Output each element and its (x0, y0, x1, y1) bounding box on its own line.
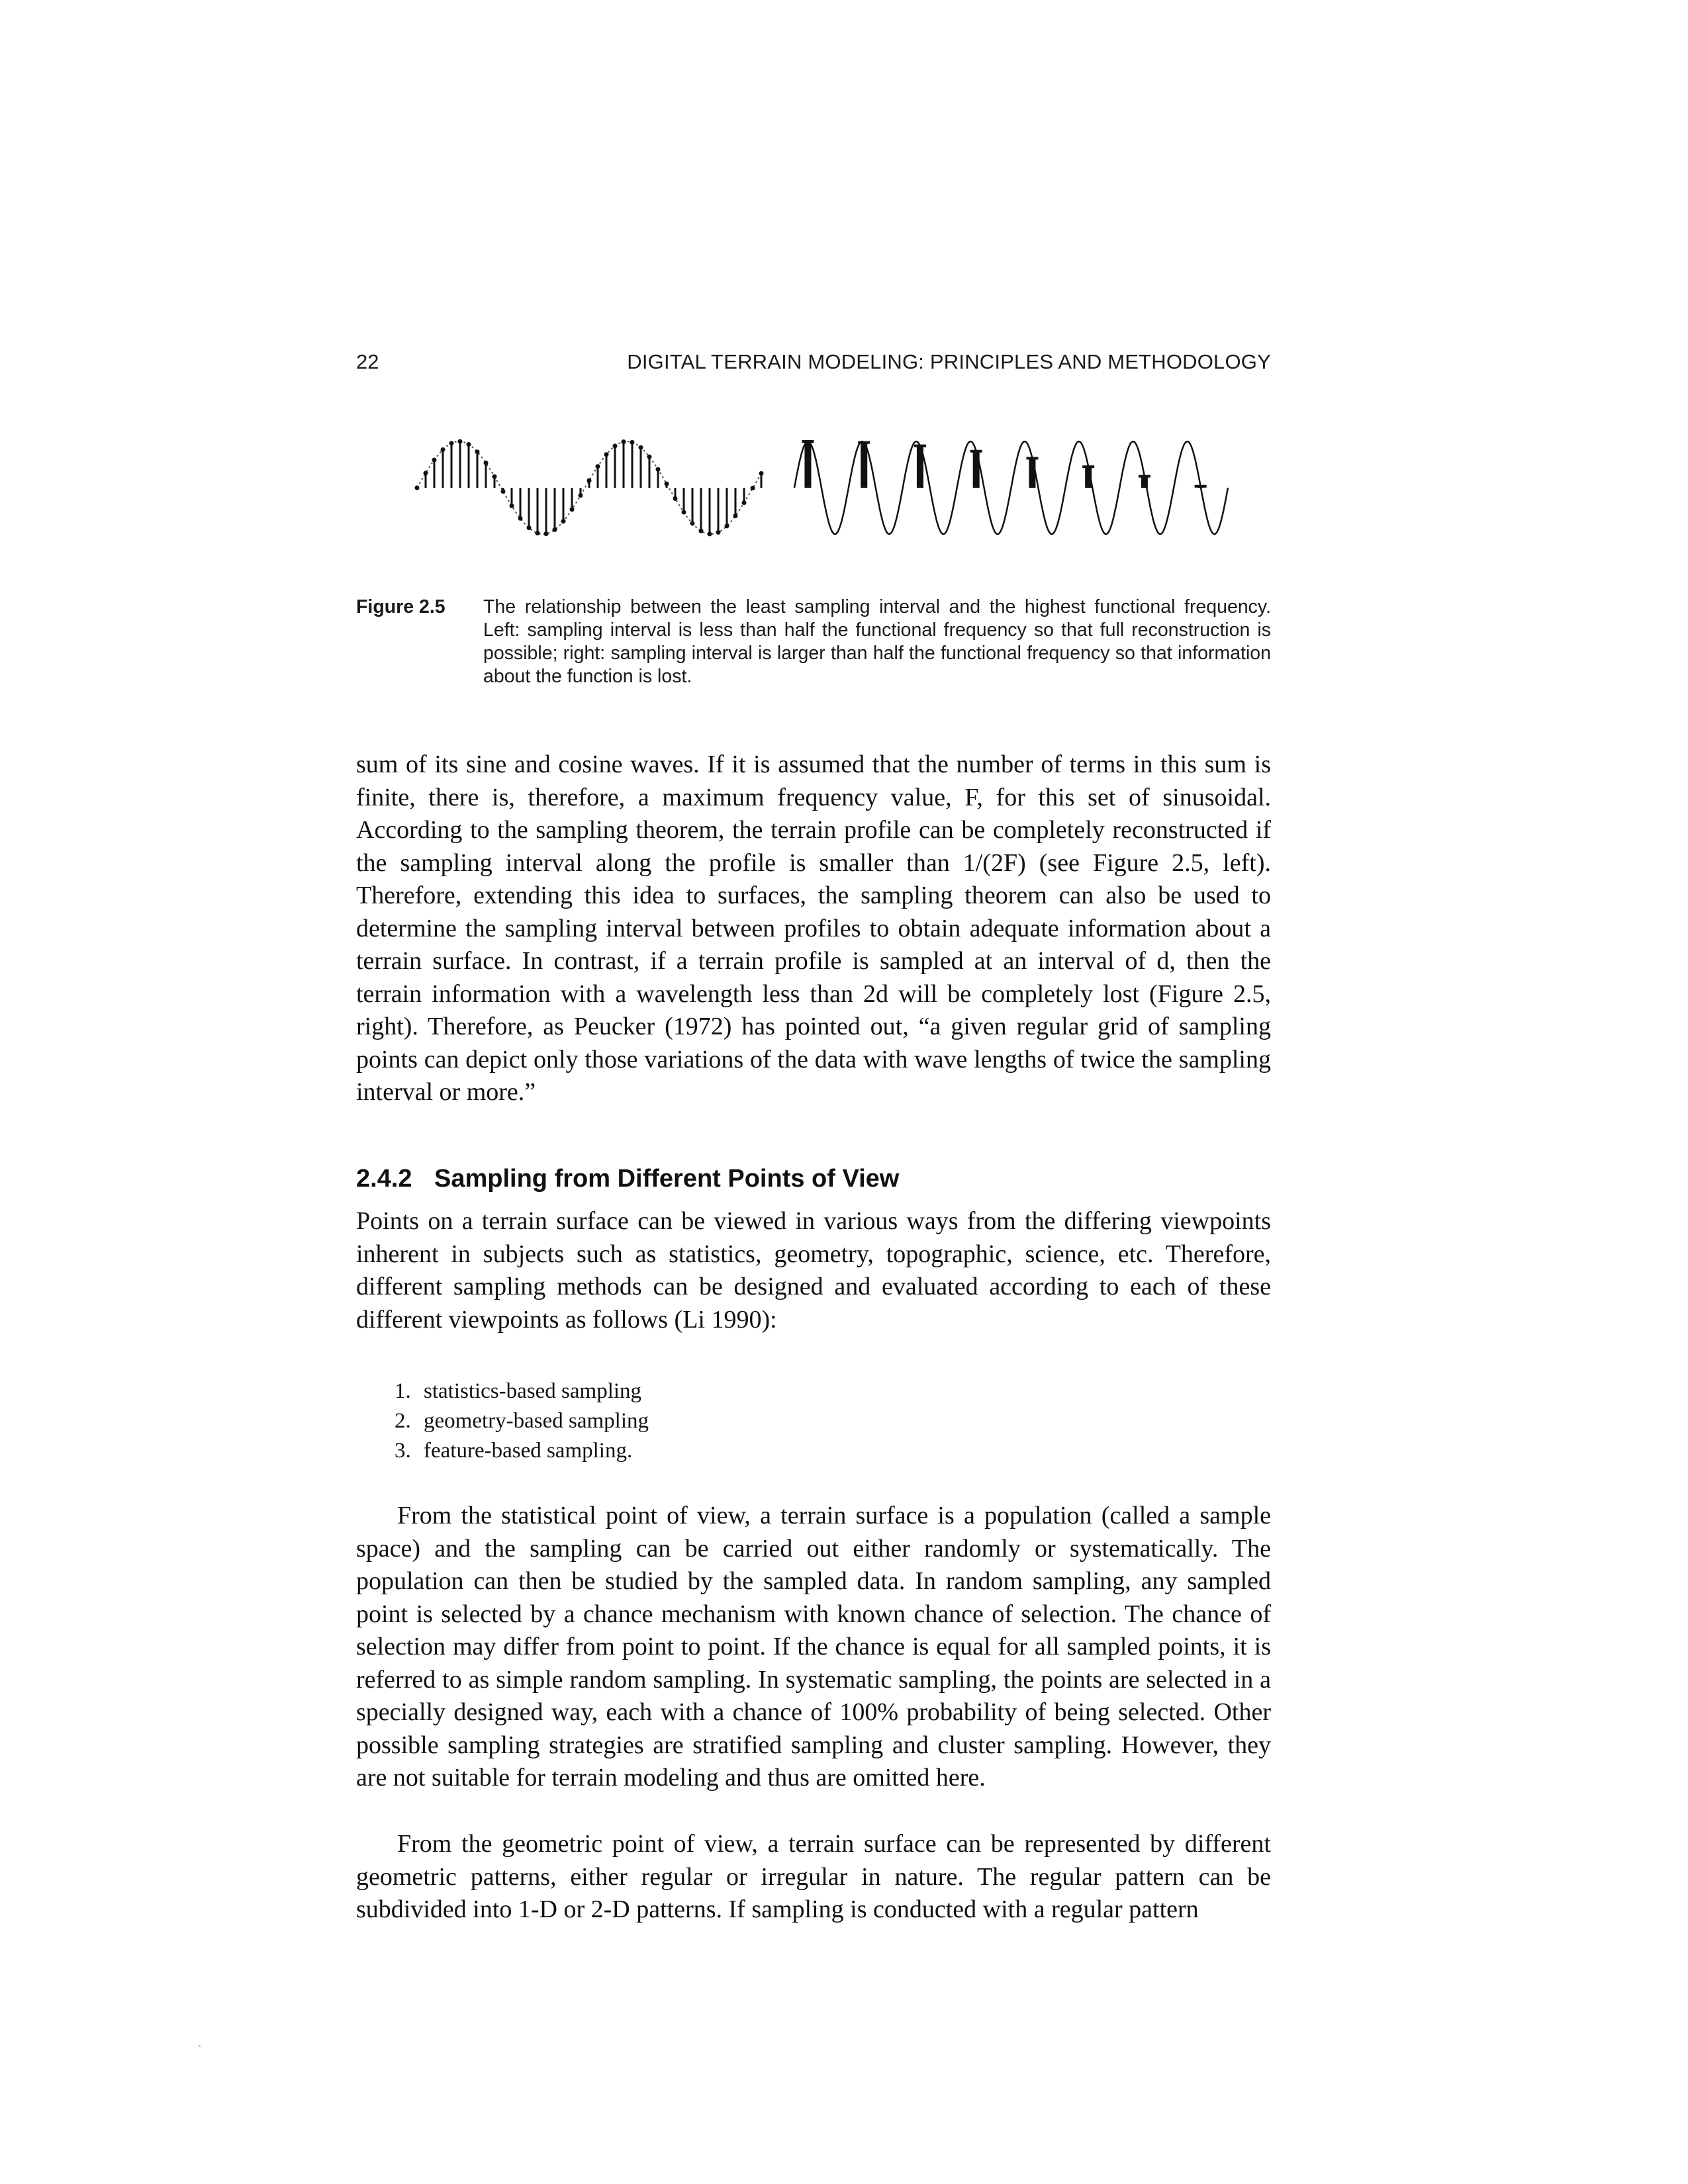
left-sample-point (716, 530, 721, 535)
section-heading (356, 1165, 1271, 1193)
list-item (395, 1377, 1255, 1406)
left-sample-point (630, 440, 635, 445)
page-number: 22 (356, 350, 379, 373)
running-head (356, 347, 1271, 381)
section-number: 2.4.2 (356, 1165, 412, 1193)
paragraph-2 (356, 1205, 1271, 1336)
left-sample-point (622, 439, 626, 444)
left-sample-point (708, 531, 712, 536)
left-sample-point (673, 496, 678, 501)
right-sample-bar (861, 443, 867, 488)
right-sample-bar (1141, 477, 1148, 488)
left-sample-point (604, 452, 609, 457)
left-sample-point (725, 523, 729, 528)
left-sample-point (690, 521, 695, 525)
list-item-text: feature-based sampling. (424, 1439, 633, 1463)
left-sample-point (751, 486, 755, 490)
list-item (395, 1406, 1255, 1436)
left-sample-point (467, 442, 471, 447)
paragraph-3-text: From the statistical point of view, a terrain surface is a population (called a sample space) and the sampling can be carried out either randomly or systematically. The population can then be studied by the sampled data. In random sampling, any sampled point is selected by a chance mechanism with known chance of selection. The chance of selection may differ from point to point. If the chance is equal for all sampled points, it is referred to as simple random sampling. In systematic sampling, the points are selected in a specially designed way, each with a chance of 100% probability of being selected. Other possible sampling strategies are stratified sampling and cluster sampling. However, they are not suitable for terrain modeling and thus are omitted here. (356, 1502, 1271, 1792)
left-sample-point (432, 457, 437, 462)
left-sample-point (484, 461, 489, 465)
paragraph-2-text: Points on a terrain surface can be viewed in various ways from the differing viewpoints inherent in subjects such as statistics, geometry, topographic, science, etc. Therefore, different sampling methods can be designed and evaluated according to each of these different viewpoints as follows (Li 1990): (356, 1207, 1271, 1334)
right-sample-bar (1085, 467, 1092, 488)
paragraph-4 (356, 1828, 1271, 1927)
left-sample-point (579, 493, 583, 498)
list-item-number: 1. (395, 1379, 411, 1403)
right-sample-bar (804, 441, 811, 488)
list-item (395, 1436, 1255, 1466)
left-sample-point (639, 445, 643, 450)
left-sample-point (441, 447, 445, 452)
section-title: Sampling from Different Points of View (434, 1165, 900, 1193)
left-sample-point (587, 478, 592, 483)
left-sample-point (475, 449, 480, 454)
list-item-number: 2. (395, 1409, 411, 1433)
left-sample-point (458, 439, 463, 444)
running-title: DIGITAL TERRAIN MODELING: PRINCIPLES AND METHODOLOGY (627, 350, 1271, 373)
left-sample-point (613, 443, 618, 448)
left-sample-point (518, 516, 523, 521)
list-item-number: 3. (395, 1439, 411, 1463)
paragraph-4-text: From the geometric point of view, a terrain surface can be represented by different geometric patterns, either regular or irregular in nature. The regular pattern can be subdivided into 1-D or 2-D patterns. If sampling is conducted with a regular pattern (356, 1830, 1271, 1923)
left-sample-point (570, 507, 575, 512)
left-sample-point (656, 467, 661, 472)
left-sample-point (682, 510, 686, 515)
scan-speck (199, 2045, 201, 2047)
left-sample-point (596, 464, 600, 469)
paragraph-1-text: sum of its sine and cosine waves. If it is assumed that the number of terms in this sum is finite, there is, therefore, a maximum frequency value, F, for this set of sinusoidal. According to the sampling theorem, the terrain profile can be completely reconstructed if the sampling interval along the profile is smaller than 1/(2F) (see Figure 2.5, left). Therefore, extending this idea to surfaces, the sampling theorem can also be used to determine the sampling interval between profiles to obtain adequate information about a terrain surface. In contrast, if a terrain profile is sampled at an interval of d, then the terrain information with a wavelength less than 2d will be completely lost (Figure 2.5, right). Therefore, as Peucker (1972) has pointed out, “a given regular grid of sampling points can depict only those variations of the data with wave lengths of twice the sampling interval or more.” (356, 751, 1271, 1106)
left-sample-point (527, 525, 532, 530)
figure-illustration (391, 414, 1244, 566)
left-sample-point (492, 475, 497, 479)
paragraph-3 (356, 1500, 1271, 1795)
right-wave-curve (794, 441, 1228, 534)
right-sample-bar (1029, 458, 1035, 488)
left-sample-point (544, 531, 549, 536)
left-sample-point (501, 489, 506, 494)
paragraph-1 (356, 749, 1271, 1109)
figure-caption-text: The relationship between the least sampling interval and the highest functional frequency. Left: sampling interval is less than half the functional frequency so that full reconstruction is possible; right: sampling interval is larger than half the functional frequency so that information about the function is lost. (483, 596, 1271, 687)
left-sample-point (510, 504, 514, 508)
left-sample-point (733, 514, 738, 518)
list-item-text: statistics-based sampling (424, 1379, 642, 1403)
left-sample-point (699, 529, 704, 533)
sampling-methods-list (395, 1377, 1255, 1466)
right-sample-bar (917, 446, 923, 488)
left-sample-point (415, 486, 420, 490)
figure-caption (356, 596, 1271, 688)
left-sample-point (424, 471, 428, 475)
left-sample-point (742, 500, 747, 505)
left-sample-point (536, 531, 540, 535)
list-item-text: geometry-based sampling (424, 1409, 649, 1433)
left-sample-point (449, 441, 454, 445)
right-sample-bar (973, 451, 980, 488)
left-sample-point (561, 519, 566, 523)
figure-2-5 (391, 414, 1244, 566)
figure-label: Figure 2.5 (356, 596, 445, 617)
left-sample-point (759, 471, 764, 476)
left-sample-point (553, 527, 557, 532)
left-sample-point (647, 455, 652, 459)
left-sample-point (665, 481, 669, 486)
